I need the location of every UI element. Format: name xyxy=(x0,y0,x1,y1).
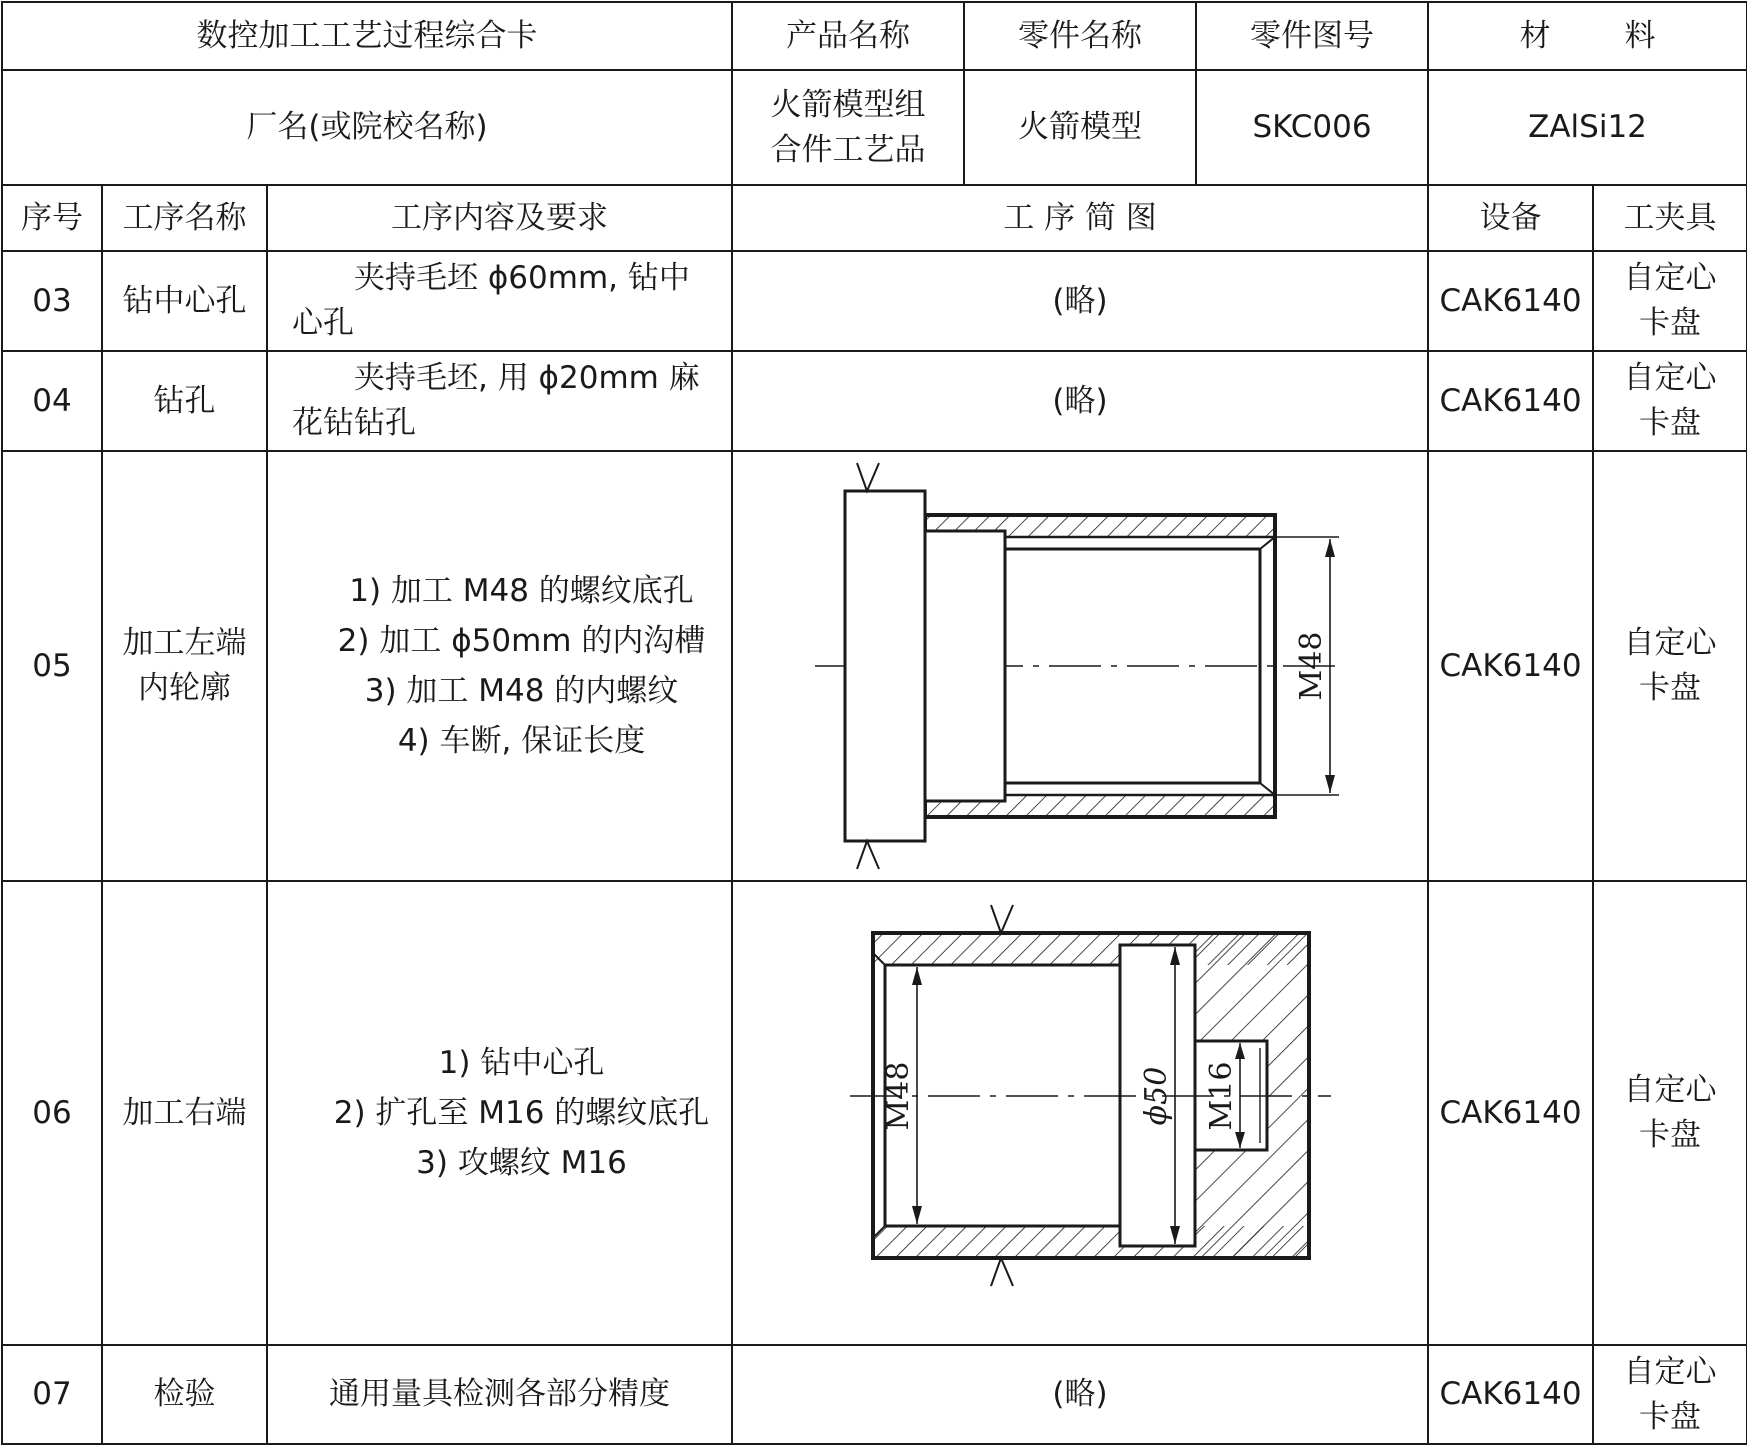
material-value: ZAlSi12 xyxy=(1428,70,1747,185)
table-row xyxy=(2,351,1747,451)
column-header-sketch: 工 序 简 图 xyxy=(732,185,1428,251)
row-process-name: 加工右端 xyxy=(102,881,267,1345)
process-card-table xyxy=(1,1,1747,1445)
row-fixture xyxy=(1593,351,1747,451)
row-process-name: 钻中心孔 xyxy=(102,251,267,351)
chamfer-top xyxy=(1260,537,1275,549)
column-header-row xyxy=(2,185,1747,251)
row-process-name-line-2: 内轮廓 xyxy=(138,670,231,706)
column-header-content: 工序内容及要求 xyxy=(267,185,732,251)
material-label-left: 材 xyxy=(1519,17,1551,54)
row-fixture-line-1: 自定心 xyxy=(1623,625,1717,662)
material-label xyxy=(1428,2,1747,70)
row-seq: 05 xyxy=(2,451,102,881)
row-equipment: CAK6140 xyxy=(1428,881,1593,1345)
header-row-1 xyxy=(2,2,1747,70)
row-process-name: 检验 xyxy=(102,1345,267,1444)
table-row xyxy=(2,1345,1747,1444)
row-equipment: CAK6140 xyxy=(1428,451,1593,881)
step-item: 2) 加工 ϕ50mm 的内沟槽 xyxy=(337,623,706,659)
product-name-line-2: 合件工艺品 xyxy=(770,131,926,168)
chuck-jaw xyxy=(845,491,925,841)
row-process-name-line-1: 加工左端 xyxy=(122,625,247,662)
part-drawing-no-value: SKC006 xyxy=(1196,70,1428,185)
row-equipment: CAK6140 xyxy=(1428,351,1593,451)
row-sketch xyxy=(732,451,1428,881)
product-name-label: 产品名称 xyxy=(732,2,964,70)
row-seq: 04 xyxy=(2,351,102,451)
row-seq: 06 xyxy=(2,881,102,1345)
dim-label-m16: M16 xyxy=(1204,1061,1240,1131)
row-fixture xyxy=(1593,451,1747,881)
row-content: 通用量具检测各部分精度 xyxy=(267,1345,732,1444)
clamp-arrow-top xyxy=(991,905,1013,933)
row-content xyxy=(267,251,732,351)
left-end-sketch xyxy=(735,453,1425,879)
row-content xyxy=(267,351,732,451)
card-title: 数控加工工艺过程综合卡 xyxy=(2,2,732,70)
chamfer-bottom xyxy=(1260,783,1275,795)
dim-label-m48: M48 xyxy=(881,1061,917,1131)
product-name-line-1: 火箭模型组 xyxy=(770,86,926,123)
right-end-sketch xyxy=(735,883,1425,1343)
row-fixture-line-2: 卡盘 xyxy=(1639,405,1702,441)
row-sketch xyxy=(732,881,1428,1345)
step-item: 1) 钻中心孔 xyxy=(438,1045,605,1081)
step-item: 4) 车断, 保证长度 xyxy=(397,723,646,759)
row-fixture xyxy=(1593,251,1747,351)
column-header-fixture: 工夹具 xyxy=(1593,185,1747,251)
clamp-arrow-top xyxy=(857,463,879,491)
row-fixture xyxy=(1593,881,1747,1345)
row-fixture-line-2: 卡盘 xyxy=(1639,670,1702,706)
row-content-text: 夹持毛坯, 用 ϕ20mm 麻花钻钻孔 xyxy=(292,360,700,441)
row-fixture-line-2: 卡盘 xyxy=(1639,1117,1702,1153)
row-fixture-line-2: 卡盘 xyxy=(1639,1398,1702,1435)
row-fixture-line-1: 自定心 xyxy=(1623,360,1717,397)
clamp-arrow-bottom xyxy=(857,841,879,869)
step-item: 2) 扩孔至 M16 的螺纹底孔 xyxy=(333,1095,710,1131)
step-item: 1) 加工 M48 的螺纹底孔 xyxy=(349,573,694,609)
row-fixture-line-1: 自定心 xyxy=(1623,260,1717,297)
groove xyxy=(925,531,1005,801)
dim-arrow-bottom xyxy=(1325,775,1335,793)
dim-label-m48: M48 xyxy=(1294,631,1330,701)
row-equipment: CAK6140 xyxy=(1428,251,1593,351)
part-drawing-no-label: 零件图号 xyxy=(1196,2,1428,70)
header-row-2 xyxy=(2,70,1747,185)
row-process-name: 钻孔 xyxy=(102,351,267,451)
row-process-name xyxy=(102,451,267,881)
row-content-text: 夹持毛坯 ϕ60mm, 钻中心孔 xyxy=(292,260,690,341)
row-seq: 03 xyxy=(2,251,102,351)
factory-name: 厂名(或院校名称) xyxy=(2,70,732,185)
column-header-equipment: 设备 xyxy=(1428,185,1593,251)
column-header-seq: 序号 xyxy=(2,185,102,251)
row-content xyxy=(267,451,732,881)
row-sketch: (略) xyxy=(732,1345,1428,1444)
row-equipment: CAK6140 xyxy=(1428,1345,1593,1444)
table-row xyxy=(2,881,1747,1345)
dim-label-phi50: ϕ50 xyxy=(1139,1066,1175,1126)
row-sketch: (略) xyxy=(732,351,1428,451)
row-content xyxy=(267,881,732,1345)
table-row xyxy=(2,251,1747,351)
step-item: 3) 攻螺纹 M16 xyxy=(416,1145,627,1181)
column-header-process-name: 工序名称 xyxy=(102,185,267,251)
row-fixture xyxy=(1593,1345,1747,1444)
part-name-value: 火箭模型 xyxy=(964,70,1196,185)
row-seq: 07 xyxy=(2,1345,102,1444)
row-fixture-line-1: 自定心 xyxy=(1623,1072,1717,1109)
row-fixture-line-2: 卡盘 xyxy=(1639,305,1702,341)
row-sketch: (略) xyxy=(732,251,1428,351)
dim-arrow-top xyxy=(1325,539,1335,557)
product-name-value xyxy=(732,70,964,185)
table-row xyxy=(2,451,1747,881)
material-label-right: 料 xyxy=(1624,17,1656,54)
step-item: 3) 加工 M48 的内螺纹 xyxy=(364,673,679,709)
row-fixture-line-1: 自定心 xyxy=(1623,1353,1717,1390)
clamp-arrow-bottom xyxy=(991,1258,1013,1286)
part-name-label: 零件名称 xyxy=(964,2,1196,70)
